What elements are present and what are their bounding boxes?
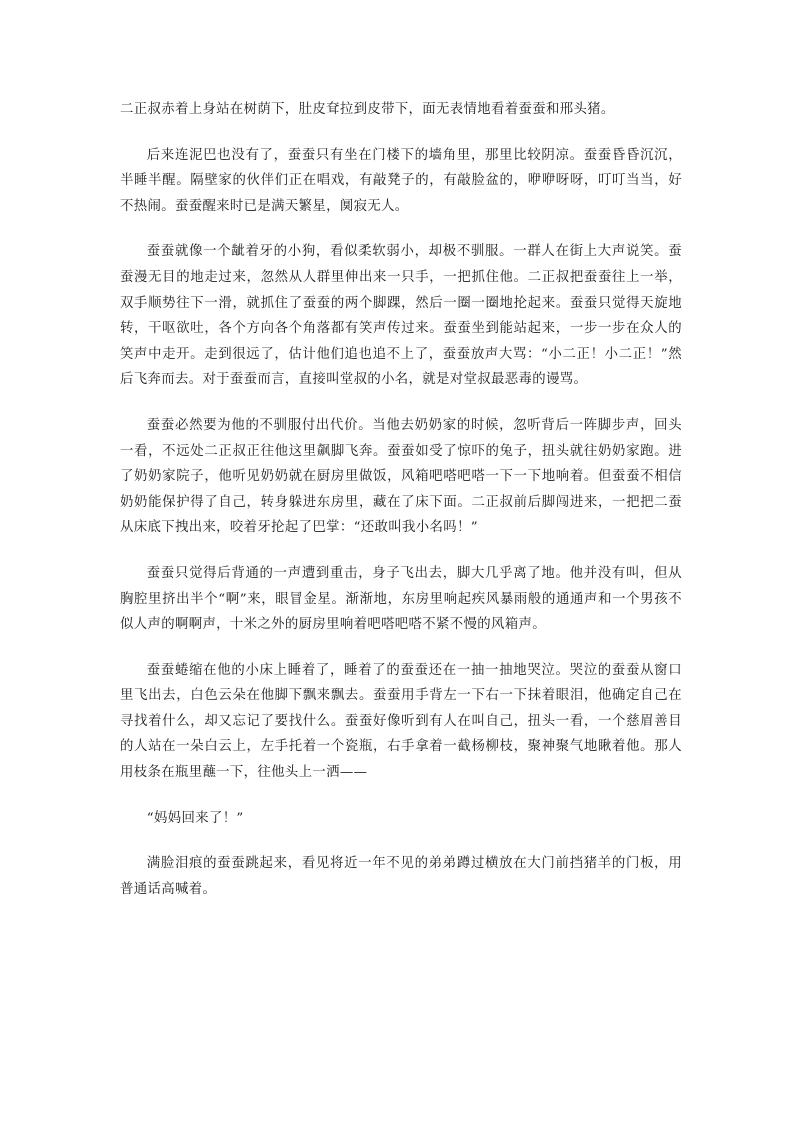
paragraph: 满脸泪痕的蚕蚕跳起来，看见将近一年不见的弟弟蹲过横放在大门前挡猪羊的门板，用普通话高喊着。 bbox=[120, 856, 682, 897]
paragraph: 后来连泥巴也没有了，蚕蚕只有坐在门楼下的墙角里，那里比较阴凉。蚕蚕昏昏沉沉，半睡半醒。隔壁家的伙伴们正在唱戏，有敲凳子的，有敲脸盆的，咿咿呀呀，叮叮当当，好不热闹。蚕蚕醒来时已是满天繁星，阒寂无人。 bbox=[120, 147, 682, 214]
paragraph: 蚕蚕只觉得后背通的一声遭到重击，身子飞出去，脚大几乎离了地。他并没有叫，但从胸腔里挤出半个“啊”来，眼冒金星。渐渐地，东房里响起疾风暴雨般的通通声和一个男孩不似人声的啊啊声，十米之外的厨房里响着吧嗒吧嗒不紧不慢的风箱声。 bbox=[120, 565, 682, 633]
paragraph: 蚕蚕必然要为他的不驯服付出代价。当他去奶奶家的时候，忽听背后一阵脚步声，回头一看，不远处二正叔正往他这里飙脚飞奔。蚕蚕如受了惊吓的兔子，扭头就往奶奶家跑。进了奶奶家院子，他听见奶奶就在厨房里做饭，风箱吧嗒吧嗒一下一下地响着。但蚕蚕不相信奶奶能保护得了自己，转身躲进东房里，藏在了床下面。二正叔前后脚闯进来，一把把二蚕从床底下拽出来，咬着牙抡起了巴掌：“还敢叫我小名吗！” bbox=[120, 417, 682, 536]
paragraph: 蚕蚕蜷缩在他的小床上睡着了，睡着了的蚕蚕还在一抽一抽地哭泣。哭泣的蚕蚕从窗口里飞出去，白色云朵在他脚下飘来飘去。蚕蚕用手背左一下右一下抹着眼泪，他确定自己在寻找着什么，却又忘记了要找什么。蚕蚕好像听到有人在叫自己，扭头一看，一个慈眉善目的人站在一朵白云上，左手托着一个瓷瓶，右手拿着一截杨柳枝，聚神聚气地瞅着他。那人用枝条在瓶里蘸一下，往他头上一洒—— bbox=[120, 662, 682, 781]
paragraph: 蚕蚕就像一个龇着牙的小狗，看似柔软弱小，却极不驯服。一群人在街上大声说笑。蚕蚕漫无目的地走过来，忽然从人群里伸出来一只手，一把抓住他。二正叔把蚕蚕往上一举，双手顺势往下一滑，就抓住了蚕蚕的两个脚踝，然后一圈一圈地抡起来。蚕蚕只觉得天旋地转，干呕欲吐，各个方向各个角落都有笑声传过来。蚕蚕坐到能站起来，一步一步在众人的笑声中走开。走到很远了，估计他们追也追不上了，蚕蚕放声大骂：“小二正！小二正！”然后飞奔而去。对于蚕蚕而言，直接叫堂叔的小名，就是对堂叔最恶毒的谩骂。 bbox=[120, 244, 682, 388]
document-body bbox=[120, 97, 682, 922]
paragraph: 二正叔赤着上身站在树荫下，肚皮耷拉到皮带下，面无表情地看着蚕蚕和邢头猪。 bbox=[120, 102, 615, 117]
dialogue-line: “妈妈回来了！” bbox=[146, 810, 244, 826]
